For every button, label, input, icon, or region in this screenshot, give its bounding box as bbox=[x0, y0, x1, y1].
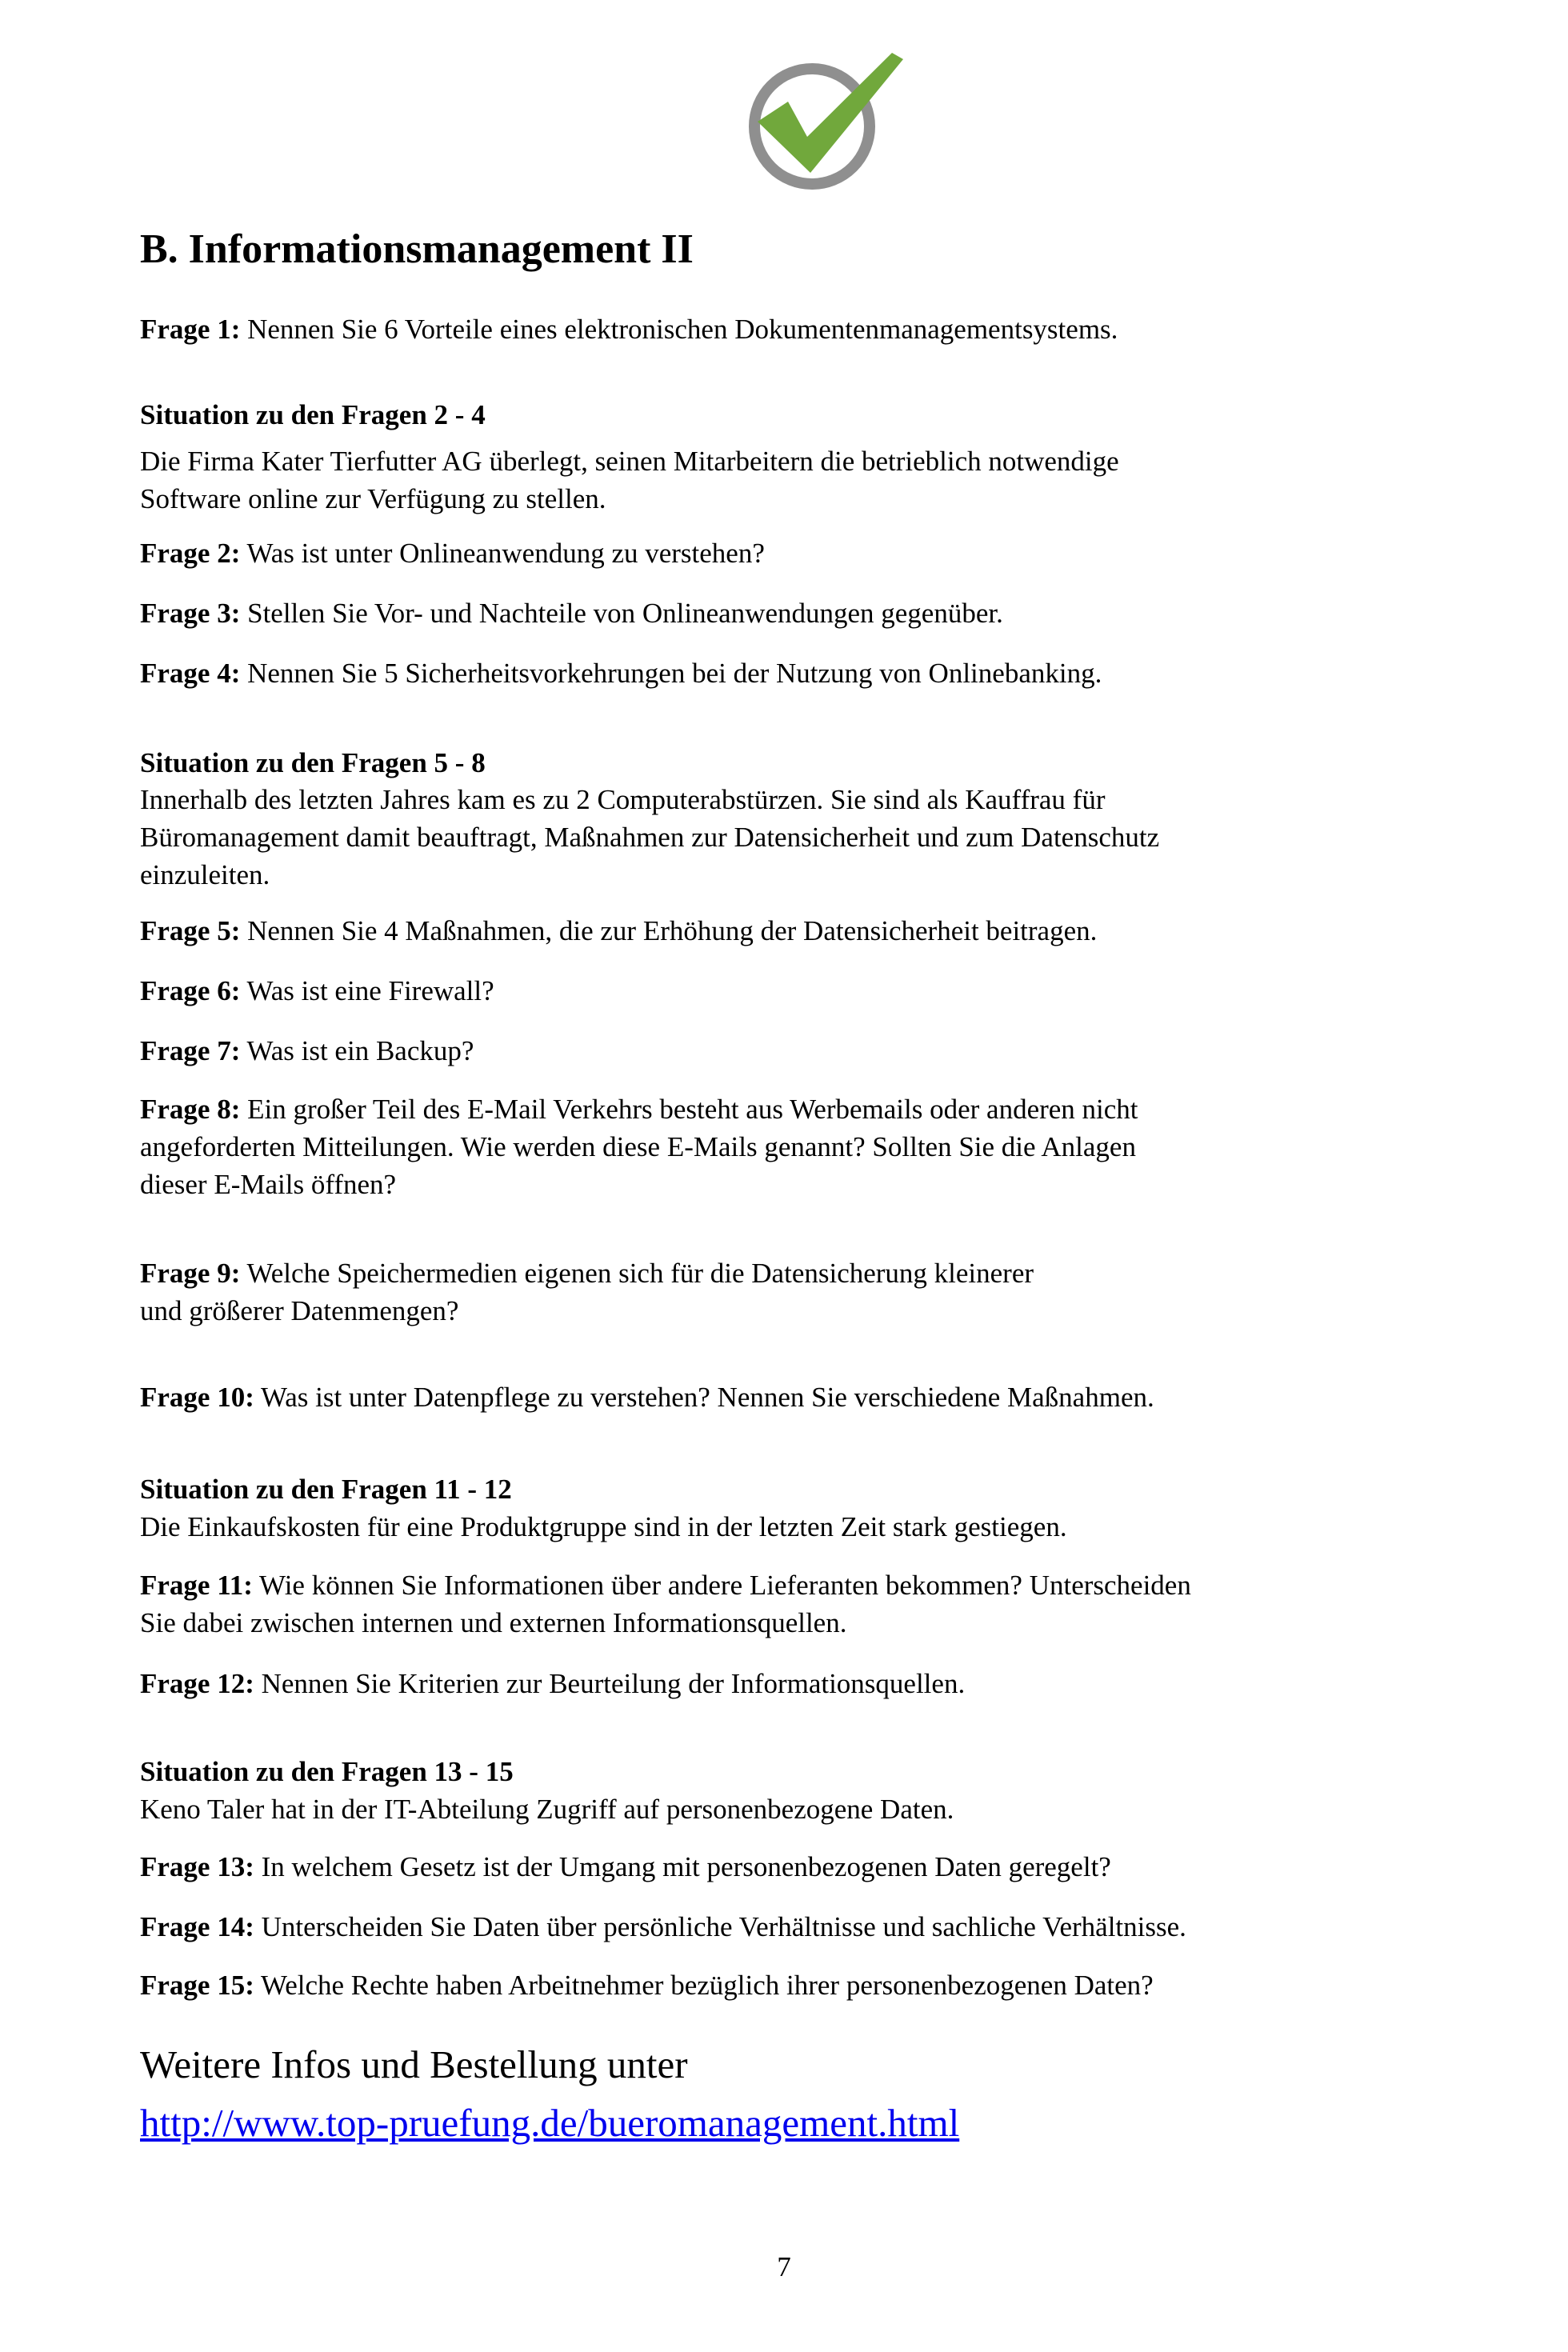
question-2-label: Frage 2: bbox=[140, 538, 241, 569]
page-number: 7 bbox=[777, 2251, 791, 2282]
question-6-text: Was ist eine Firewall? bbox=[240, 975, 494, 1006]
question-5-text: Nennen Sie 4 Maßnahmen, die zur Erhöhung der Datensicherheit beitragen. bbox=[240, 915, 1098, 946]
question-5-label: Frage 5: bbox=[140, 915, 241, 946]
question-15-text: Welche Rechte haben Arbeitnehmer bezüglich ihrer personenbezogenen Daten? bbox=[254, 1970, 1154, 2001]
situation-heading-5-8: Situation zu den Fragen 5 - 8 bbox=[140, 747, 486, 778]
page-title: B. Informationsmanagement II bbox=[140, 226, 694, 272]
question-12-label: Frage 12: bbox=[140, 1668, 254, 1699]
question-6-label: Frage 6: bbox=[140, 975, 241, 1006]
question-2 bbox=[140, 534, 1472, 572]
question-15-label: Frage 15: bbox=[140, 1970, 254, 2001]
footer bbox=[140, 2035, 1472, 2152]
question-4-label: Frage 4: bbox=[140, 658, 241, 689]
question-9 bbox=[140, 1254, 1472, 1330]
question-14-text: Unterscheiden Sie Daten über persönliche Verhältnisse und sachliche Verhältnisse. bbox=[254, 1911, 1186, 1942]
question-9-text: Welche Speichermedien eigenen sich für die Datensicherung kleinerer bbox=[240, 1258, 1034, 1289]
question-13 bbox=[140, 1848, 1472, 1886]
question-4-text: Nennen Sie 5 Sicherheitsvorkehrungen bei der Nutzung von Onlinebanking. bbox=[240, 658, 1102, 689]
question-8-label: Frage 8: bbox=[140, 1094, 241, 1125]
situation-heading-11-12: Situation zu den Fragen 11 - 12 bbox=[140, 1474, 512, 1505]
text-line bbox=[140, 1566, 1472, 1604]
text-line: angeforderten Mitteilungen. Wie werden diese E-Mails genannt? Sollten Sie die Anlagen bbox=[140, 1131, 1136, 1162]
situation-text-5-8 bbox=[140, 781, 1472, 894]
text-line: Software online zur Verfügung zu stellen. bbox=[140, 483, 606, 514]
situation-text-11-12 bbox=[140, 1508, 1472, 1546]
text-line: Büromanagement damit beauftragt, Maßnahmen zur Datensicherheit und zum Datenschutz bbox=[140, 822, 1160, 853]
footer-link[interactable]: http://www.top-pruefung.de/bueromanagement.html bbox=[140, 2101, 960, 2145]
question-3-label: Frage 3: bbox=[140, 598, 241, 629]
question-14-label: Frage 14: bbox=[140, 1911, 254, 1942]
question-7-text: Was ist ein Backup? bbox=[240, 1035, 474, 1066]
question-7-label: Frage 7: bbox=[140, 1035, 241, 1066]
text-line: Sie dabei zwischen internen und externen Informationsquellen. bbox=[140, 1607, 847, 1638]
situation-text-2-4 bbox=[140, 442, 1472, 518]
question-8 bbox=[140, 1090, 1472, 1203]
question-5 bbox=[140, 912, 1472, 950]
text-line: dieser E-Mails öffnen? bbox=[140, 1169, 397, 1200]
situation-text-13-15 bbox=[140, 1790, 1472, 1828]
text-line bbox=[140, 1254, 1472, 1292]
question-13-label: Frage 13: bbox=[140, 1851, 254, 1882]
question-11-label: Frage 11: bbox=[140, 1570, 253, 1601]
question-11 bbox=[140, 1566, 1472, 1642]
question-15 bbox=[140, 1966, 1472, 2004]
question-8-text: Ein großer Teil des E-Mail Verkehrs besteht aus Werbemails oder anderen nicht bbox=[240, 1094, 1138, 1125]
situation-heading-13-15: Situation zu den Fragen 13 - 15 bbox=[140, 1756, 514, 1787]
question-7 bbox=[140, 1032, 1472, 1070]
question-6 bbox=[140, 972, 1472, 1010]
question-10 bbox=[140, 1378, 1472, 1416]
question-4 bbox=[140, 654, 1472, 692]
text-line: einzuleiten. bbox=[140, 859, 270, 890]
text-line: Die Einkaufskosten für eine Produktgruppe sind in der letzten Zeit stark gestiegen. bbox=[140, 1511, 1067, 1542]
question-9-label: Frage 9: bbox=[140, 1258, 241, 1289]
question-14 bbox=[140, 1908, 1472, 1946]
question-1-label: Frage 1: bbox=[140, 314, 241, 345]
footer-info-text: Weitere Infos und Bestellung unter bbox=[140, 2042, 688, 2086]
question-2-text: Was ist unter Onlineanwendung zu verstehen? bbox=[240, 538, 765, 569]
text-line: Keno Taler hat in der IT-Abteilung Zugriff auf personenbezogene Daten. bbox=[140, 1794, 954, 1825]
question-10-label: Frage 10: bbox=[140, 1382, 254, 1413]
question-1-text: Nennen Sie 6 Vorteile eines elektronischen Dokumentenmanagementsystems. bbox=[240, 314, 1118, 345]
text-line bbox=[140, 1090, 1472, 1128]
text-line: und größerer Datenmengen? bbox=[140, 1295, 459, 1326]
checkmark-logo-icon bbox=[724, 42, 916, 194]
question-13-text: In welchem Gesetz ist der Umgang mit personenbezogenen Daten geregelt? bbox=[254, 1851, 1111, 1882]
question-1 bbox=[140, 310, 1472, 348]
text-line: Die Firma Kater Tierfutter AG überlegt, seinen Mitarbeitern die betrieblich notwendige bbox=[140, 446, 1119, 477]
text-line: Innerhalb des letzten Jahres kam es zu 2 Computerabstürzen. Sie sind als Kauffrau für bbox=[140, 784, 1106, 815]
question-3 bbox=[140, 594, 1472, 632]
question-10-text: Was ist unter Datenpflege zu verstehen? Nennen Sie verschiedene Maßnahmen. bbox=[254, 1382, 1154, 1413]
question-12 bbox=[140, 1665, 1472, 1702]
question-11-text: Wie können Sie Informationen über andere Lieferanten bekommen? Unterscheiden bbox=[252, 1570, 1191, 1601]
question-12-text: Nennen Sie Kriterien zur Beurteilung der Informationsquellen. bbox=[254, 1668, 966, 1699]
question-3-text: Stellen Sie Vor- und Nachteile von Onlineanwendungen gegenüber. bbox=[240, 598, 1003, 629]
situation-heading-2-4: Situation zu den Fragen 2 - 4 bbox=[140, 399, 486, 430]
